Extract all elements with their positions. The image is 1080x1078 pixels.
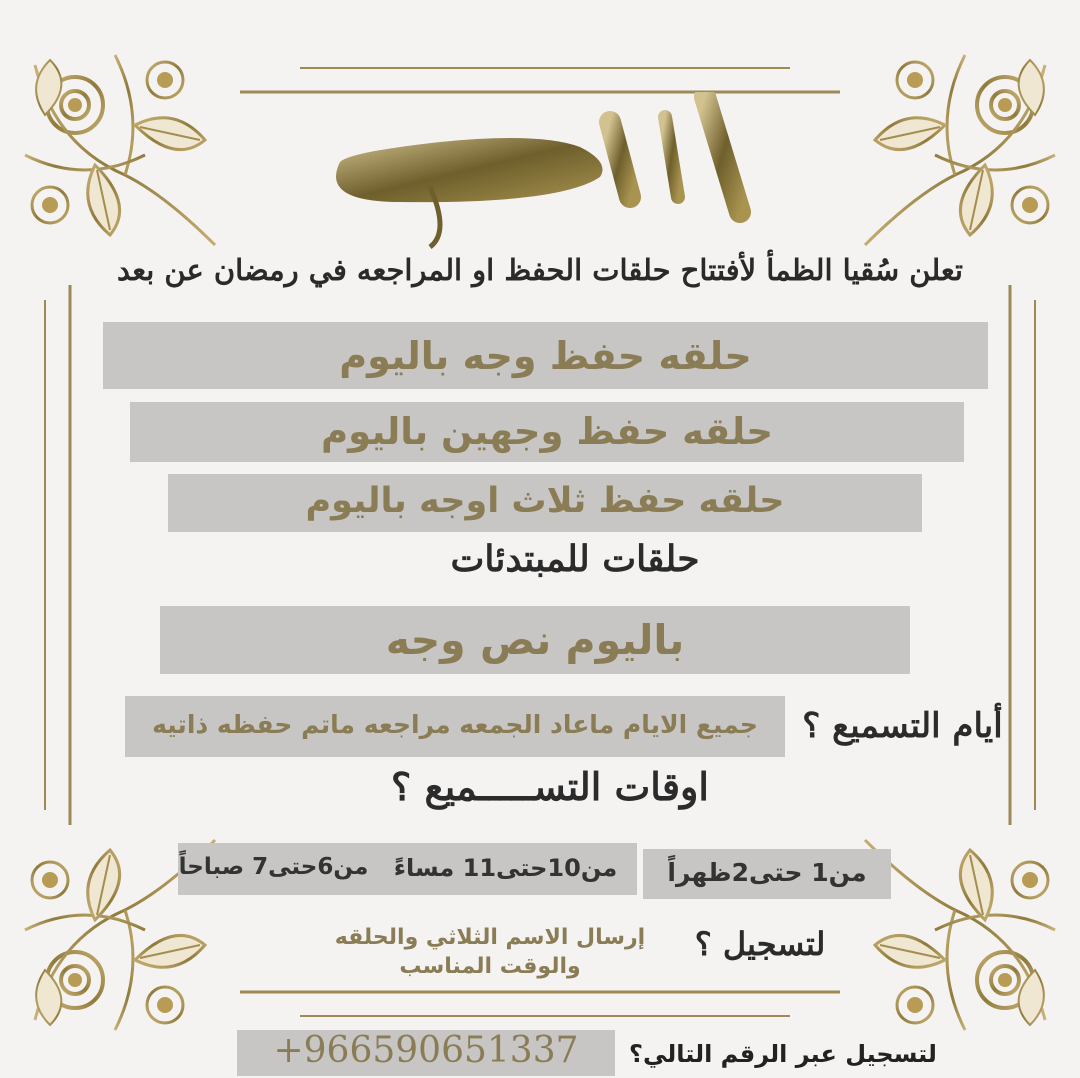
days-question: أيام التسميع ؟ bbox=[802, 706, 1003, 746]
register-question: لتسجيل ؟ bbox=[694, 925, 826, 963]
intro-text: تعلن سُقيا الظمأ لأفتتاح حلقات الحفظ او المراجعه في رمضان عن بعد bbox=[117, 253, 963, 287]
register-line-2: والوقت المناسب bbox=[399, 954, 581, 979]
phone-number[interactable]: +966590651337 bbox=[273, 1030, 579, 1071]
beginners-label: باليوم نص وجه bbox=[385, 616, 685, 664]
title-calligraphy bbox=[310, 92, 780, 252]
times-question: اوقات التســـــميع ؟ bbox=[391, 764, 709, 809]
time-slot-1: من1 حتى2ظهراً bbox=[667, 858, 867, 887]
beginners-heading: حلقات للمبتدئات bbox=[450, 538, 700, 580]
time-slot-2: من10حتى11 مساءً bbox=[393, 854, 618, 882]
register-line-1: إرسال الاسم الثلاثي والحلقه bbox=[334, 925, 646, 950]
time-slot-3: من6حتى7 صباحاً bbox=[178, 854, 369, 880]
contact-label: لتسجيل عبر الرقم التالي؟ bbox=[629, 1040, 937, 1068]
circle-label-1: حلقه حفظ وجه باليوم bbox=[339, 334, 752, 378]
circle-label-3: حلقه حفظ ثلاث اوجه باليوم bbox=[305, 481, 785, 521]
circle-label-2: حلقه حفظ وجهين باليوم bbox=[321, 410, 773, 453]
days-answer: جميع الايام ماعاد الجمعه مراجعه ماتم حفظه ذاتيه bbox=[152, 710, 758, 739]
title-text: إعلان bbox=[543, 192, 547, 193]
